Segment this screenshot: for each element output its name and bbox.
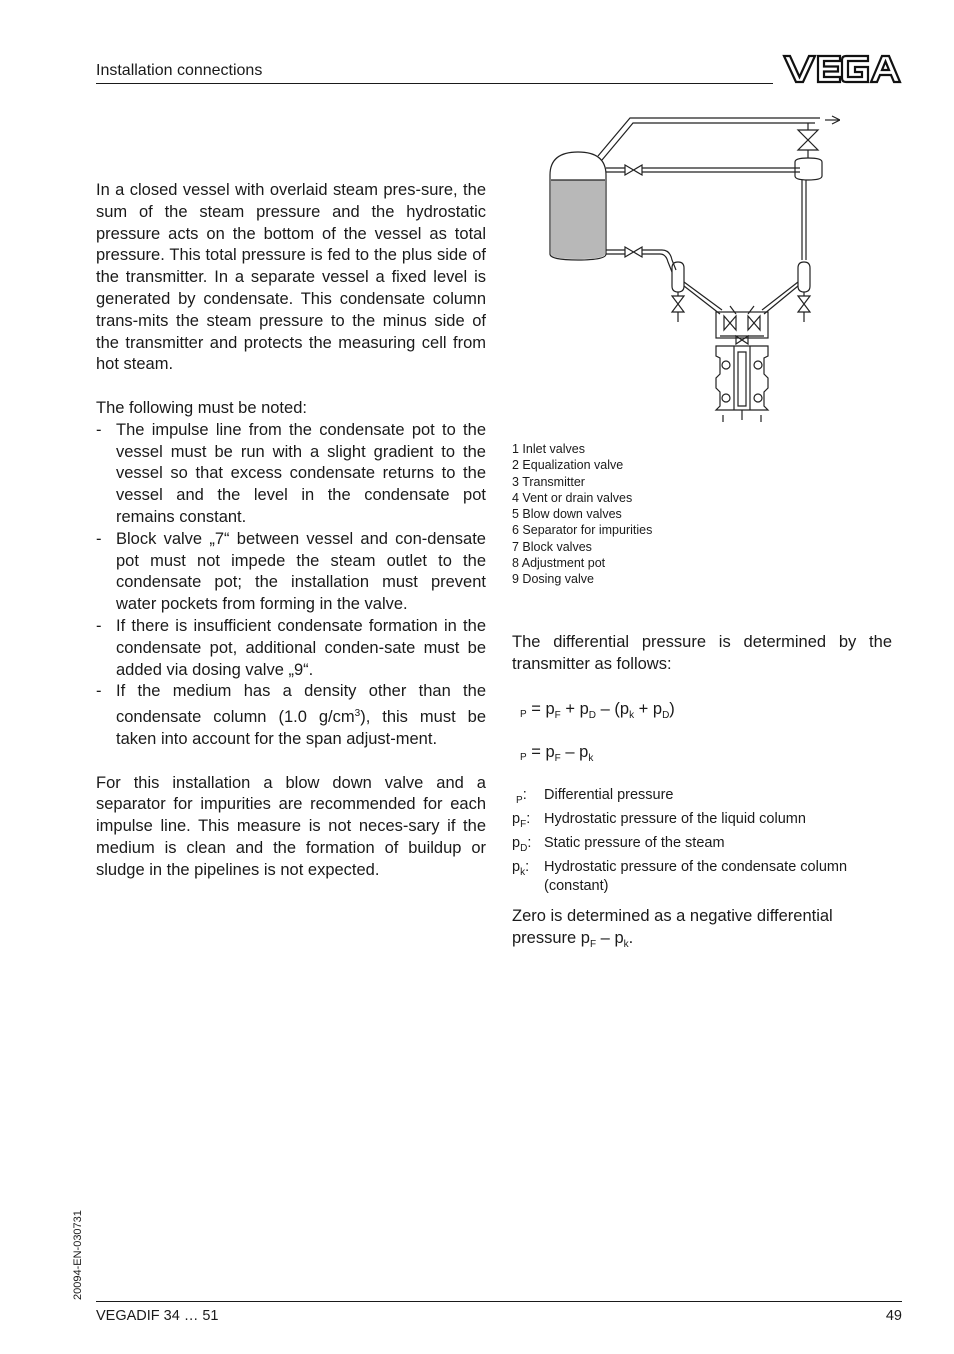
legend-item: 8 Adjustment pot: [512, 556, 606, 571]
legend-item: 6 Separator for impurities: [512, 523, 653, 538]
installation-diagram: [540, 110, 840, 428]
left-column: [96, 180, 486, 903]
header-rule: [96, 83, 773, 84]
legend-item: 1 Inlet valves: [512, 442, 585, 456]
closing-paragraph: For this installation a blow down valve and a separator for impurities are recommended for each impulse line. This measure is not neces-sary if the medium is clean and the formation of buildup or sludge in the pipelines is not expected.: [96, 773, 486, 879]
definition-row: $p_D$: Static pressure of the steam: [512, 835, 725, 854]
note-item: - If there is insufficient condensate formation in the condensate pot, additional conden-sate must be added via dosing valve „9“.: [96, 616, 486, 679]
footer-rule: [96, 1301, 902, 1302]
vega-logo: [782, 50, 902, 88]
definition-row: $p_F$: Hydrostatic pressure of the liquid column: [512, 811, 806, 830]
diagram-legend: [512, 441, 652, 588]
notes-list: [96, 420, 486, 751]
formula-1: $P = p_F + p_D - (p_k + p_D)$: [520, 700, 675, 721]
legend-item: 5 Blow down valves: [512, 507, 622, 522]
legend-item: 4 Vent or drain valves: [512, 490, 633, 505]
intro-paragraph: In a closed vessel with overlaid steam pres-sure, the sum of the steam pressure and the hydrostatic pressure acts on the bottom of the vessel as total pressure. This total pressure is fed to the plus side of the transmitter. In a separate vessel a fixed level is generated by condensate. This condensate column trans-mits the steam pressure to the minus side of the transmitter and protects the measuring cell from hot steam.: [96, 181, 486, 374]
definition-row: $_P$: Differential pressure: [516, 787, 674, 806]
legend-item: 3 Transmitter: [512, 474, 585, 489]
zero-statement: Zero is determined as a negative differential pressure $p_F - p_k$.: [512, 907, 833, 950]
section-header: Installation connections: [96, 62, 263, 79]
legend-item: 9 Dosing valve: [512, 572, 594, 587]
definition-row: $p_k$: Hydrostatic pressure of the condensate column (constant): [512, 859, 848, 894]
legend-item: 2 Equalization valve: [512, 458, 624, 473]
page-number: 49: [885, 1308, 902, 1324]
right-intro: The differential pressure is determined by the transmitter as follows:: [512, 633, 892, 673]
note-item: - The impulse line from the condensate pot to the vessel must be run with a slight gradient to the vessel so that excess condensate returns to the vessel and the level in the condensate pot remains constant.: [96, 420, 486, 526]
note-heading: The following must be noted:: [96, 398, 307, 417]
legend-item: 7 Block valves: [512, 539, 592, 554]
document-code: 20094-EN-030731: [72, 1210, 84, 1300]
formula-2: $P = p_F - p_k$: [520, 743, 594, 764]
symbol-definitions: [512, 786, 892, 896]
footer-product: VEGADIF 34 … 51: [96, 1308, 219, 1324]
note-item: - If the medium has a density other than the condensate column (1.0 $g/cm^3$), this must be taken into account for the span adjust-ment.: [96, 682, 486, 748]
note-item: - Block valve „7“ between vessel and con-densate pot must not impede the steam outlet to the condensate pot; the installation must prevent water pockets from forming in the valve.: [96, 529, 486, 614]
